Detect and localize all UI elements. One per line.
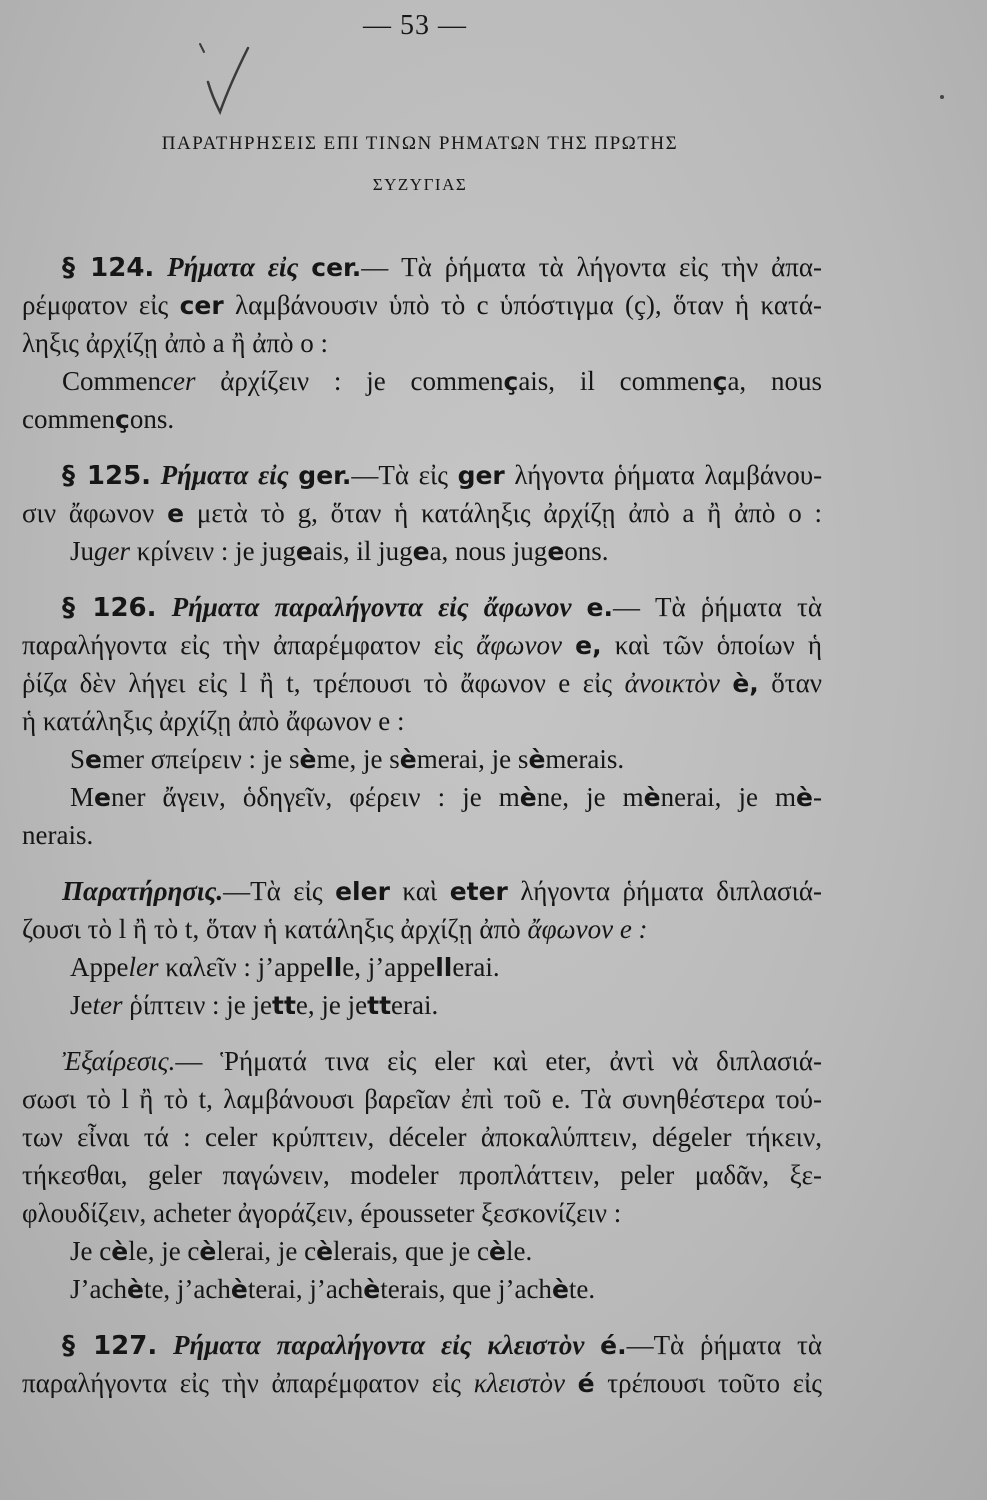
paragraph-126-line-4: ἡ κατάληξις ἀρχίζῃ ἀπὸ ἄφωνον e : (22, 706, 405, 736)
exception-line-1: Ἐξαίρεσις.— Ῥήματά τινα εἰς eler καὶ eter, ἀντὶ νὰ διπλασιά- (62, 1046, 822, 1076)
paragraph-125-line-2: σιν ἄφωνον e μετὰ τὸ g, ὅταν ἡ κατάληξις ἀρχίζῃ ἀπὸ a ἢ ἀπὸ o : (22, 498, 823, 528)
exception-example-2: J’achète, j’achèterai, j’achèterais, que j’achète. (70, 1274, 596, 1304)
paragraph-126-line-2: παραλήγοντα εἰς τὴν ἀπαρέμφατον εἰς ἄφωνον e, καὶ τῶν ὁποίων ἡ (22, 630, 822, 660)
paragraph-126-example-1: Semer σπείρειν : je sème, je sèmerai, je sèmerais. (70, 744, 625, 774)
paragraph-125-example: Juger κρίνειν : je jugeais, il jugea, nous jugeons. (70, 536, 609, 566)
handwritten-check-mark (190, 38, 270, 128)
note-example-1: Appeler καλεῖν : j’appelle, j’appellerai. (70, 952, 500, 982)
note-example-2: Jeter ῥίπτειν : je jette, je jetterai. (70, 990, 439, 1020)
body-text (22, 248, 822, 1402)
chapter-heading-line-1: ΠΑΡΑΤΗΡΗΣΕΙΣ ΕΠΙ ΤΙΝΩΝ ΡΗΜΑΤΩΝ ΤΗΣ ΠΡΩΤΗΣ (161, 133, 679, 154)
exception-example-1: Je cèle, je cèlerai, je cèlerais, que je cèle. (70, 1236, 533, 1266)
chapter-heading-line-2: ΣΥΖΥΓΙΑΣ (372, 175, 468, 194)
exception-line-4: τήκεσθαι, geler παγώνειν, modeler προπλάττειν, peler μαδᾶν, ξε- (22, 1160, 822, 1190)
exception-line-5: φλουδίζειν, acheter ἀγοράζειν, épousseter ξεσκονίζειν : (22, 1198, 622, 1228)
ink-spot (940, 95, 944, 99)
paragraph-124-line-1: § 124. Ρήματα εἰς cer.— Τὰ ῥήματα τὰ λήγοντα εἰς τὴν ἀπα- (62, 252, 823, 283)
paragraph-126-example-3: nerais. (22, 820, 94, 850)
paragraph-124-line-3: ληξις ἀρχίζῃ ἀπὸ a ἢ ἀπὸ o : (22, 328, 329, 358)
paragraph-126-line-3: ῥίζα δὲν λήγει εἰς l ἢ t, τρέπουσι τὸ ἄφωνον e εἰς ἀνοικτὸν è, ὅταν (22, 668, 823, 698)
paragraph-124-line-2: ρέμφατον εἰς cer λαμβάνουσιν ὑπὸ τὸ c ὑπόστιγμα (ç), ὅταν ἡ κατά- (22, 290, 823, 320)
exception-line-3: των εἶναι τά : celer κρύπτειν, déceler ἀποκαλύπτειν, dégeler τήκειν, (22, 1122, 822, 1152)
page-number: — 53 — (363, 10, 467, 41)
paragraph-127-line-1: § 127. Ρήματα παραλήγοντα εἰς κλειστὸν é.—Τὰ ῥήματα τὰ (62, 1330, 822, 1361)
paragraph-124-example-1: Commencer ἀρχίζειν : je commençais, il commença, nous (62, 366, 822, 396)
exception-line-2: σωσι τὸ l ἢ τὸ t, λαμβάνουσι βαρεῖαν ἐπὶ τοῦ e. Τὰ συνηθέστερα τού- (22, 1084, 822, 1114)
paragraph-124-example-2: commençons. (22, 404, 175, 434)
note-line-1: Παρατήρησις.—Τὰ εἰς eler καὶ eter λήγοντα ῥήματα διπλασιά- (62, 876, 823, 906)
paragraph-125-line-1: § 125. Ρήματα εἰς ger.—Τὰ εἰς ger λήγοντα ῥήματα λαμβάνου- (62, 460, 823, 491)
note-line-2: ζουσι τὸ l ἢ τὸ t, ὅταν ἡ κατάληξις ἀρχίζῃ ἀπὸ ἄφωνον e : (22, 914, 648, 944)
paragraph-127-line-2: παραλήγοντα εἰς τὴν ἀπαρέμφατον εἰς κλειστὸν é τρέπουσι τοῦτο εἰς (22, 1368, 823, 1398)
paragraph-126-example-2: Mener ἄγειν, ὁδηγεῖν, φέρειν : je mène, je mènerai, je mè- (70, 782, 822, 812)
paragraph-126-line-1: § 126. Ρήματα παραλήγοντα εἰς ἄφωνον e.— Τὰ ῥήματα τὰ (62, 592, 823, 623)
